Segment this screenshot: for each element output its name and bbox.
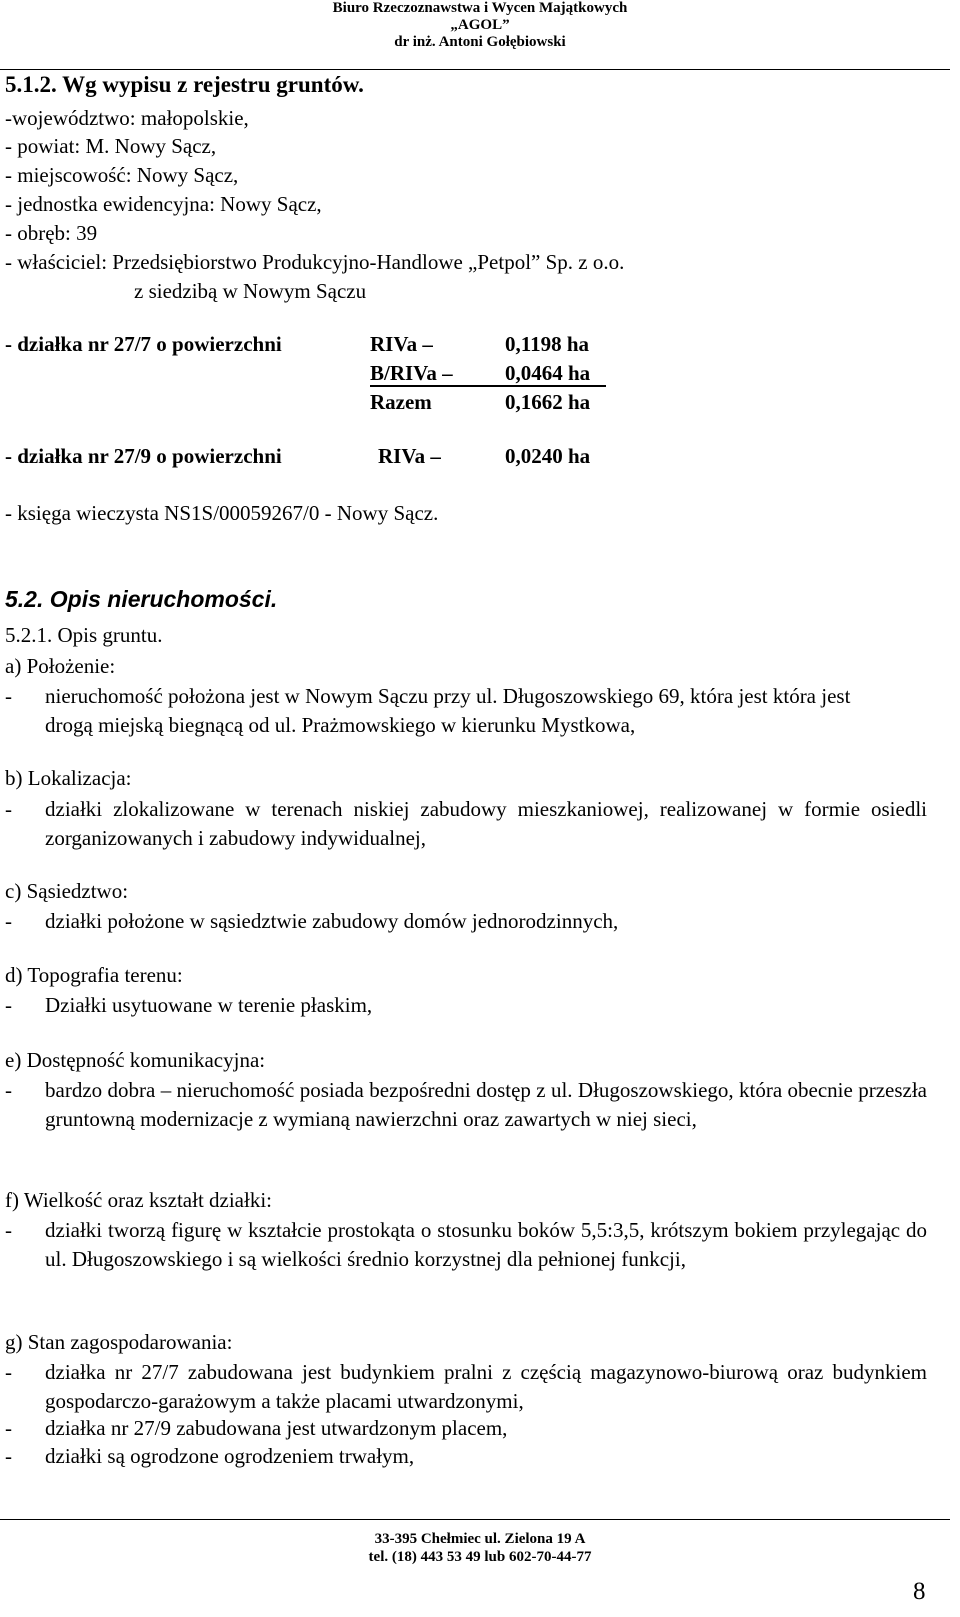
register-line: - jednostka ewidencyjna: Nowy Sącz, [5,192,322,216]
page-number: 8 [913,1578,926,1605]
register-line: - powiat: M. Nowy Sącz, [5,134,217,158]
item-title: d) Topografia terenu: [5,963,183,987]
register-line: - właściciel: Przedsiębiorstwo Produkcyjno-Handlowe „Petpol” Sp. z o.o. [5,250,625,274]
header-rule [0,69,950,70]
section-heading: 5.2. Opis nieruchomości. [5,586,278,612]
land-use: B/RIVa – [370,361,453,385]
item-title: f) Wielkość oraz kształt działki: [5,1188,273,1212]
plot-area: 0,0464 ha [505,361,591,385]
header-company: Biuro Rzeczoznawstwa i Wycen Majątkowych [332,0,628,16]
item-title: e) Dostępność komunikacyjna: [5,1048,266,1072]
land-use: RIVa – [378,444,441,468]
subsection-title: 5.2.1. Opis gruntu. [5,623,163,647]
land-use-total: Razem [370,390,432,414]
plot-label: - działka nr 27/9 o powierzchni [5,444,282,468]
item-bullet: - działki są ogrodzone ogrodzeniem trwałym, [5,1444,415,1468]
page-footer [290,1530,670,1566]
item-bullet: - działka nr 27/9 zabudowana jest utwardzonym placem, [5,1416,508,1440]
register-line: - miejscowość: Nowy Sącz, [5,163,239,187]
header-author: dr inż. Antoni Gołębiowski [394,34,566,50]
item-title: g) Stan zagospodarowania: [5,1330,233,1354]
item-bullet: - nieruchomość położona jest w Nowym Sączu przy ul. Długoszowskiego 69, która jest która jest drogą miejską biegnącą od ul. Prażmowskiego w kierunku Mystkowa, [5,684,851,737]
section-title: 5.1.2. Wg wypisu z rejestru gruntów. [5,72,364,97]
register-line: - obręb: 39 [5,221,98,245]
land-use: RIVa – [370,332,433,356]
item-bullet: - Działki usytuowane w terenie płaskim, [5,993,373,1017]
plot-area: 0,0240 ha [505,444,591,468]
item-bullet: - działki zlokalizowane w terenach niskiej zabudowy mieszkaniowej, realizowanej w formie osiedli zorganizowanych i zabudowy indywidualnej, [5,797,927,850]
plot-area-total: 0,1662 ha [505,390,591,414]
item-bullet: - działki tworzą figurę w kształcie prostokąta o stosunku boków 5,5:3,5, krótszym bokiem przylegając do ul. Długoszowskiego i są wielkości średnio korzystnej dla pełnionej funkcji, [5,1218,927,1271]
footer-rule [0,1519,950,1520]
item-bullet: - bardzo dobra – nieruchomość posiada bezpośredni dostęp z ul. Długoszowskiego, która obecnie przeszła gruntowną modernizacje z wymianą nawierzchni oraz zawartych w niej sieci, [5,1078,927,1131]
land-register: - księga wieczysta NS1S/00059267/0 - Nowy Sącz. [5,501,439,525]
owner-seat: z siedzibą w Nowym Sączu [134,279,367,303]
sum-underline [370,385,606,387]
plot-area: 0,1198 ha [505,332,590,356]
item-title: c) Sąsiedztwo: [5,879,129,903]
item-bullet: - działka nr 27/7 zabudowana jest budynkiem pralni z częścią magazynowo-biurową oraz budynkiem gospodarczo-garażowym a także placami utwardzonymi, [5,1360,927,1413]
header-brand: „AGOL” [450,17,510,33]
plot-label: - działka nr 27/7 o powierzchni [5,332,282,356]
item-title: b) Lokalizacja: [5,766,132,790]
page-header [300,0,660,51]
register-line: -województwo: małopolskie, [5,106,249,130]
item-title: a) Położenie: [5,654,116,678]
footer-phone: tel. (18) 443 53 49 lub 602-70-44-77 [368,1549,592,1565]
item-bullet: - działki położone w sąsiedztwie zabudowy domów jednorodzinnych, [5,909,619,933]
footer-address: 33-395 Chełmiec ul. Zielona 19 A [374,1531,586,1547]
